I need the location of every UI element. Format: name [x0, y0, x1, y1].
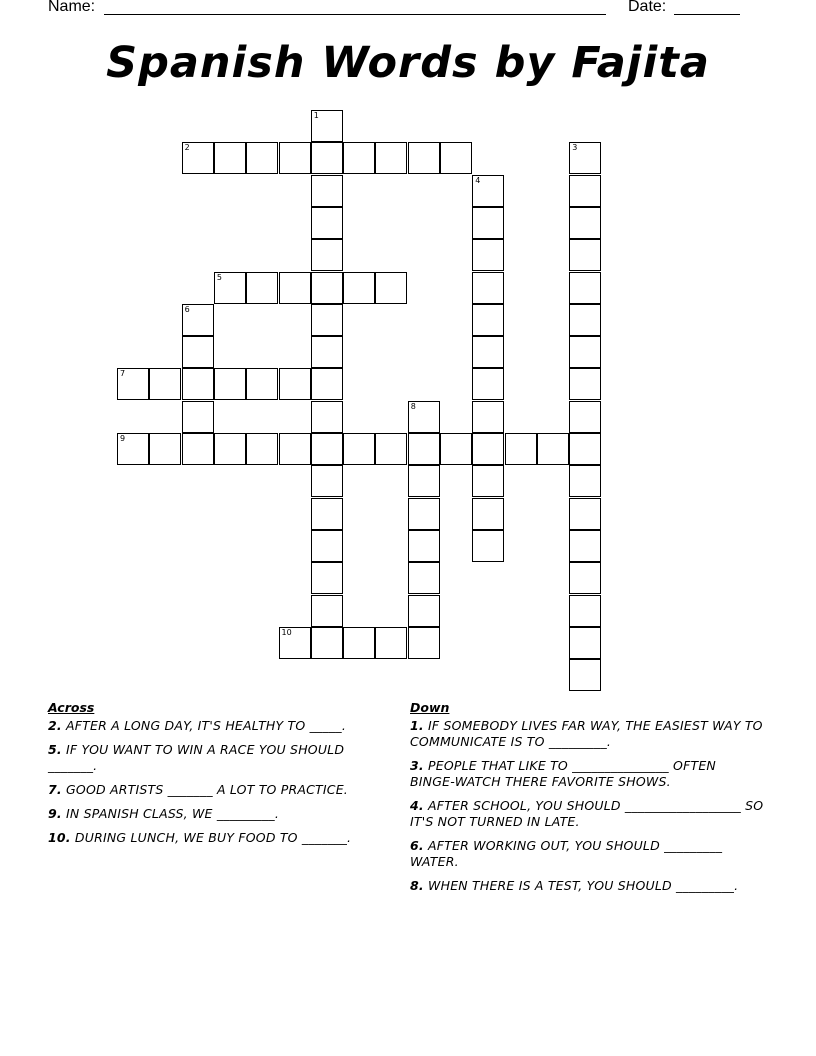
crossword-cell[interactable] [569, 498, 601, 530]
clue-label-number: 8. [410, 878, 424, 893]
down-clue [410, 758, 765, 790]
crossword-cell[interactable] [440, 142, 472, 174]
crossword-cell[interactable] [182, 433, 214, 465]
clue-number: 5 [216, 272, 222, 282]
crossword-cell[interactable] [569, 336, 601, 368]
crossword-cell[interactable] [214, 142, 246, 174]
crossword-cell[interactable] [311, 595, 343, 627]
crossword-cell[interactable] [472, 272, 504, 304]
crossword-cell[interactable] [472, 465, 504, 497]
across-clue [48, 830, 378, 846]
crossword-cell[interactable] [311, 336, 343, 368]
crossword-cell[interactable] [246, 142, 278, 174]
clue-text: WHEN THERE IS A TEST, YOU SHOULD _________. [423, 878, 739, 893]
crossword-cell[interactable] [182, 368, 214, 400]
crossword-cell[interactable] [472, 530, 504, 562]
crossword-cell[interactable] [343, 272, 375, 304]
clue-text: IF YOU WANT TO WIN A RACE YOU SHOULD _______. [48, 742, 345, 773]
crossword-cell[interactable] [408, 530, 440, 562]
crossword-cell[interactable] [569, 530, 601, 562]
crossword-cell[interactable] [472, 401, 504, 433]
crossword-cell[interactable] [311, 304, 343, 336]
crossword-cell[interactable] [537, 433, 569, 465]
crossword-cell[interactable] [472, 207, 504, 239]
page-title: Spanish Words by Fajita [106, 38, 710, 88]
crossword-cell[interactable] [311, 239, 343, 271]
across-clues [48, 700, 378, 854]
clue-label-number: 3. [410, 758, 424, 773]
crossword-cell[interactable] [472, 336, 504, 368]
crossword-cell[interactable] [569, 401, 601, 433]
crossword-cell[interactable] [408, 562, 440, 594]
clue-number: 6 [184, 304, 190, 314]
clue-text: AFTER WORKING OUT, YOU SHOULD _________ WATER. [410, 838, 723, 869]
crossword-cell[interactable] [408, 595, 440, 627]
crossword-cell[interactable] [311, 142, 343, 174]
crossword-cell[interactable] [569, 659, 601, 691]
clue-number: 7 [120, 369, 126, 379]
crossword-cell[interactable] [472, 239, 504, 271]
clue-number: 1 [313, 111, 319, 120]
crossword-cell[interactable] [279, 627, 311, 659]
clue-text: DURING LUNCH, WE BUY FOOD TO _______. [70, 830, 352, 845]
crossword-cell[interactable] [408, 433, 440, 465]
date-label: Date: [628, 0, 667, 15]
crossword-cell[interactable] [408, 142, 440, 174]
crossword-cell[interactable] [408, 401, 440, 433]
down-clue [410, 718, 765, 750]
across-clue [48, 742, 378, 774]
down-clue [410, 878, 765, 894]
crossword-cell[interactable] [214, 433, 246, 465]
down-clues [410, 700, 765, 902]
clue-text: AFTER A LONG DAY, IT'S HEALTHY TO _____. [61, 718, 347, 733]
crossword-cell[interactable] [569, 272, 601, 304]
crossword-cell[interactable] [311, 110, 343, 142]
clue-label-number: 7. [48, 782, 62, 797]
clue-number: 10 [281, 627, 292, 637]
crossword-cell[interactable] [149, 433, 181, 465]
crossword-cell[interactable] [311, 207, 343, 239]
crossword-cell[interactable] [569, 562, 601, 594]
crossword-cell[interactable] [311, 368, 343, 400]
crossword-cell[interactable] [117, 368, 149, 400]
clue-label-number: 1. [410, 718, 424, 733]
clue-label-number: 5. [48, 742, 62, 757]
crossword-cell[interactable] [408, 627, 440, 659]
clue-label-number: 2. [48, 718, 62, 733]
across-clue-list [48, 718, 378, 846]
crossword-cell[interactable] [279, 433, 311, 465]
crossword-cell[interactable] [472, 175, 504, 207]
crossword-cell[interactable] [182, 336, 214, 368]
crossword-cell[interactable] [246, 433, 278, 465]
crossword-cell[interactable] [117, 433, 149, 465]
clue-text: PEOPLE THAT LIKE TO _______________ OFTEN BINGE-WATCH THERE FAVORITE SHOWS. [410, 758, 716, 789]
crossword-cell[interactable] [279, 272, 311, 304]
crossword-cell[interactable] [311, 562, 343, 594]
crossword-cell[interactable] [343, 142, 375, 174]
down-clue-list [410, 718, 765, 894]
clue-label-number: 9. [48, 806, 62, 821]
crossword-cell[interactable] [311, 498, 343, 530]
down-clue [410, 838, 765, 870]
clue-label-number: 10. [48, 830, 71, 845]
down-clue [410, 798, 765, 830]
clue-text: GOOD ARTISTS _______ A LOT TO PRACTICE. [61, 782, 348, 797]
clue-text: IN SPANISH CLASS, WE _________. [61, 806, 280, 821]
crossword-cell[interactable] [311, 433, 343, 465]
down-heading: Down [410, 700, 450, 715]
crossword-cell[interactable] [311, 627, 343, 659]
crossword-cell[interactable] [569, 142, 601, 174]
crossword-cell[interactable] [569, 465, 601, 497]
clue-text: IF SOMEBODY LIVES FAR WAY, THE EASIEST WAY TO COMMUNICATE IS TO _________. [410, 718, 763, 749]
crossword-cell[interactable] [440, 433, 472, 465]
crossword-cell[interactable] [472, 368, 504, 400]
crossword-cell[interactable] [311, 401, 343, 433]
clue-label-number: 4. [410, 798, 424, 813]
clue-number: 2 [184, 143, 190, 153]
crossword-cell[interactable] [343, 433, 375, 465]
name-label: Name: [48, 0, 96, 15]
crossword-cell[interactable] [569, 627, 601, 659]
clue-number: 9 [120, 434, 126, 443]
crossword-cell[interactable] [569, 239, 601, 271]
clue-text: AFTER SCHOOL, YOU SHOULD __________________ SO IT'S NOT TURNED IN LATE. [410, 798, 764, 829]
crossword-cell[interactable] [472, 498, 504, 530]
crossword-cell[interactable] [408, 498, 440, 530]
crossword-cell[interactable] [279, 142, 311, 174]
clue-number: 8 [410, 401, 416, 411]
crossword-cell[interactable] [569, 595, 601, 627]
crossword-cell[interactable] [214, 272, 246, 304]
clue-label-number: 6. [410, 838, 424, 853]
crossword-cell[interactable] [472, 304, 504, 336]
across-clue [48, 782, 378, 798]
crossword-cell[interactable] [375, 433, 407, 465]
crossword-cell[interactable] [311, 272, 343, 304]
crossword-cell[interactable] [182, 401, 214, 433]
crossword-cell[interactable] [505, 433, 537, 465]
crossword-cell[interactable] [246, 272, 278, 304]
crossword-cell[interactable] [569, 175, 601, 207]
across-heading: Across [48, 700, 95, 715]
crossword-cell[interactable] [311, 175, 343, 207]
crossword-cell[interactable] [311, 465, 343, 497]
clue-number: 3 [572, 143, 578, 153]
crossword-cell[interactable] [569, 368, 601, 400]
crossword-cell[interactable] [375, 142, 407, 174]
crossword-cell[interactable] [569, 433, 601, 465]
crossword-cell[interactable] [311, 530, 343, 562]
crossword-cell[interactable] [472, 433, 504, 465]
across-clue [48, 718, 378, 734]
clue-number: 4 [475, 175, 481, 185]
crossword-cell[interactable] [214, 368, 246, 400]
crossword-cell[interactable] [279, 368, 311, 400]
crossword-cell[interactable] [182, 304, 214, 336]
crossword-cell[interactable] [375, 272, 407, 304]
crossword-cell[interactable] [569, 207, 601, 239]
across-clue [48, 806, 378, 822]
crossword-cell[interactable] [408, 465, 440, 497]
crossword-cell[interactable] [343, 627, 375, 659]
crossword-cell[interactable] [246, 368, 278, 400]
crossword-cell[interactable] [375, 627, 407, 659]
crossword-cell[interactable] [182, 142, 214, 174]
crossword-cell[interactable] [149, 368, 181, 400]
crossword-cell[interactable] [569, 304, 601, 336]
